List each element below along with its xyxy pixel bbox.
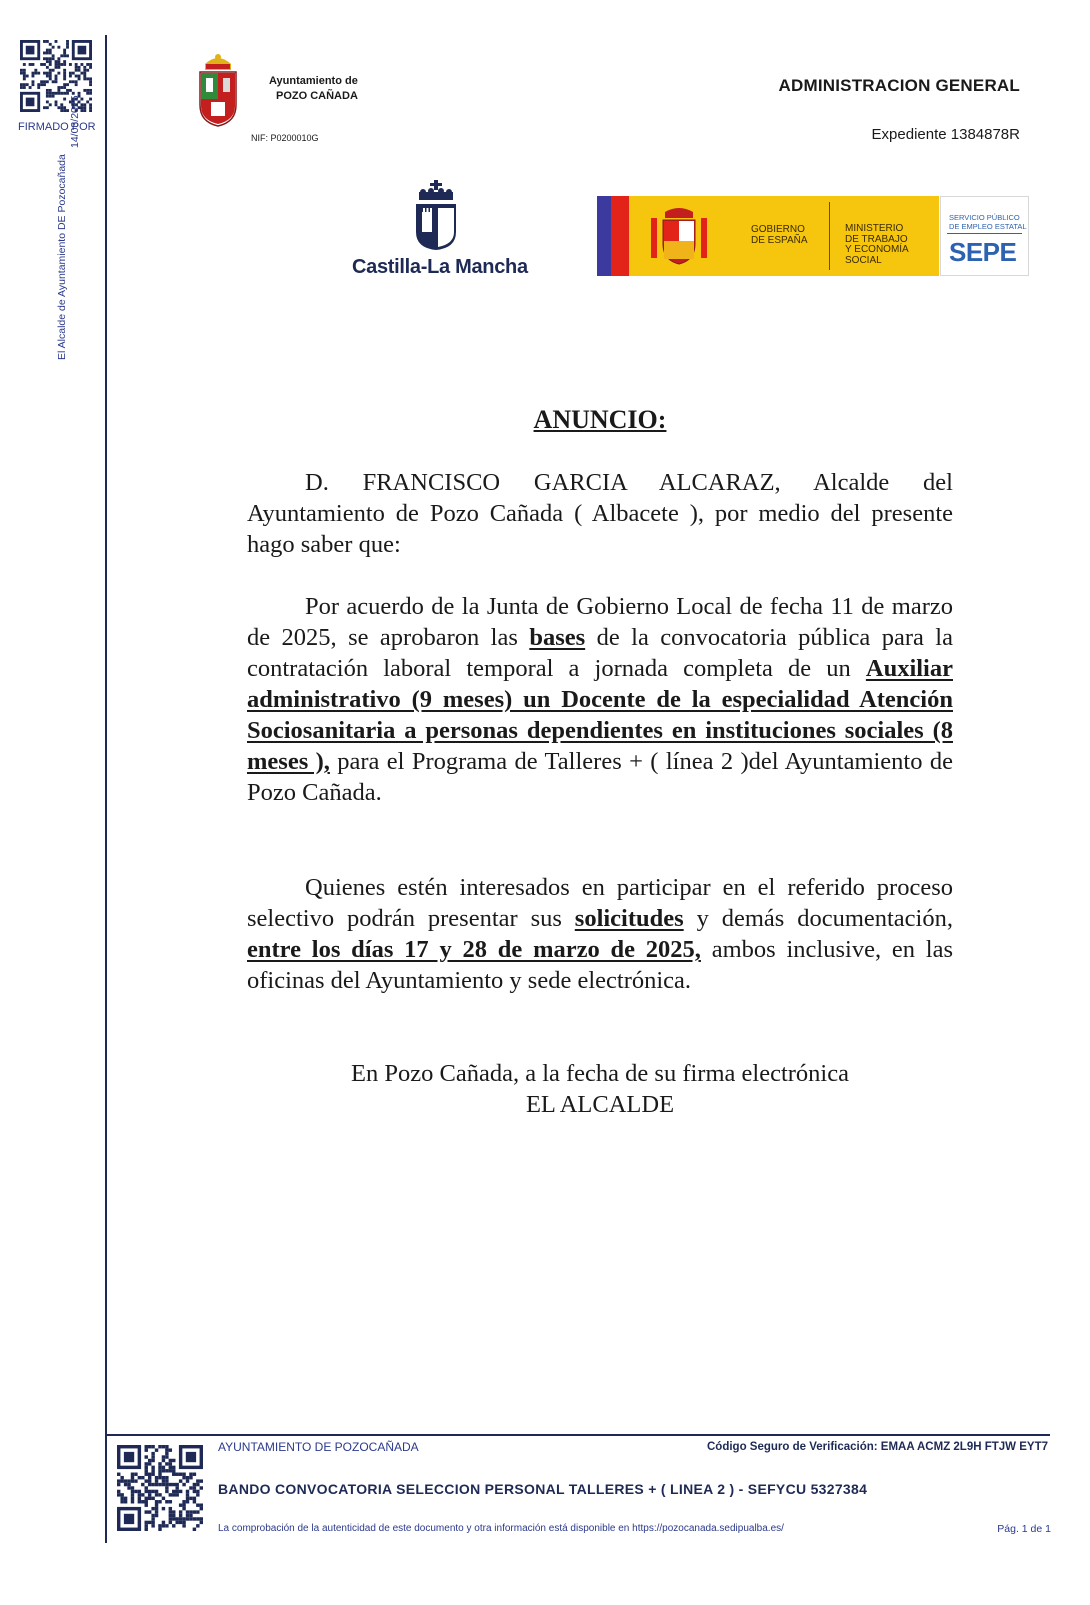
signer-name: El Alcalde de Ayuntamiento DE Pozocañada — [56, 154, 68, 360]
ministerio-line3: Y ECONOMÍA SOCIAL — [845, 244, 909, 266]
ministerio-text — [845, 224, 939, 266]
sepe-subtitle-line2: DE EMPLEO ESTATAL — [949, 222, 1027, 231]
footer-verification-note: La comprobación de la autenticidad de este documento y otra información está disponible en https://pozocanada.sedipualba.es/ — [218, 1523, 784, 1534]
gobierno-line1: GOBIERNO — [751, 224, 805, 235]
footer-organization: AYUNTAMIENTO DE POZOCAÑADA — [218, 1440, 419, 1454]
ministerio-line1: MINISTERIO — [845, 223, 904, 234]
spain-flag-strip — [611, 196, 629, 276]
verification-code: Código Seguro de Verificación: EMAA ACMZ 2L9H FTJW EYT7 — [707, 1441, 1048, 1453]
department-title: ADMINISTRACION GENERAL — [778, 76, 1020, 95]
castilla-la-mancha-emblem-icon — [413, 180, 459, 250]
agreement-text-c: para el Programa de Talleres + ( línea 2 )del Ayuntamiento de Pozo Cañada. — [247, 748, 953, 806]
ayuntamiento-name: POZO CAÑADA — [276, 90, 358, 102]
expediente-number: Expediente 1384878R — [871, 126, 1020, 143]
sepe-subtitle-line1: SERVICIO PÚBLICO — [949, 213, 1020, 222]
firmado-por-label: FIRMADO POR — [18, 121, 96, 133]
sepe-subtitle — [949, 213, 1027, 231]
gobierno-divider — [829, 202, 830, 270]
gobierno-espana-text — [751, 224, 808, 246]
vertical-signature-block — [56, 95, 82, 360]
paragraph-applications — [247, 872, 953, 996]
applications-text-a: Quienes estén interesados en participar en el referido proceso selectivo podrán presentar sus — [247, 874, 953, 932]
gobierno-line2: DE ESPAÑA — [751, 235, 808, 246]
sepe-divider — [947, 233, 1022, 234]
footer-document-title: BANDO CONVOCATORIA SELECCION PERSONAL TALLERES + ( LINEA 2 ) - SEFYCU 5327384 — [218, 1481, 868, 1497]
ministerio-line2: DE TRABAJO — [845, 233, 908, 245]
verification-qr-code — [117, 1445, 203, 1531]
applications-text-b: y demás documentación, — [683, 905, 953, 932]
pozo-canada-coat-of-arms-icon — [197, 50, 239, 128]
sepe-logo — [940, 196, 1029, 276]
bases-emphasis: bases — [529, 624, 586, 651]
deadline-emphasis: entre los días 17 y 28 de marzo de 2025, — [247, 936, 701, 963]
signature-date: 14/03/2025 — [69, 95, 81, 148]
gobierno-sepe-banner — [597, 196, 1029, 276]
agreement-text-a: Por acuerdo de la Junta de Gobierno Local de fecha 11 de marzo de 2025, se aprobaron las — [247, 593, 953, 651]
intro-text: D. FRANCISCO GARCIA ALCARAZ, Alcalde del Ayuntamiento de Pozo Cañada ( Albacete ), por medio del presente hago saber que: — [247, 469, 953, 558]
paragraph-agreement — [247, 591, 953, 808]
sepe-wordmark: SEPE — [949, 237, 1017, 267]
closing-place-date: En Pozo Cañada, a la fecha de su firma electrónica — [351, 1060, 849, 1087]
closing-signatory: EL ALCALDE — [525, 1091, 675, 1118]
applications-text-c: ambos inclusive, en las oficinas del Ayuntamiento y sede electrónica. — [247, 936, 953, 994]
eu-flag-strip — [597, 196, 611, 276]
footer-rule — [105, 1434, 1050, 1436]
gobierno-yellow-panel — [629, 196, 939, 276]
castilla-la-mancha-logo-text: Castilla-La Mancha — [352, 256, 528, 278]
page-number: Pág. 1 de 1 — [997, 1523, 1051, 1535]
agreement-text-b: de la convocatoria pública para la contratación laboral temporal a jornada completa de un — [247, 624, 953, 682]
solicitudes-emphasis: solicitudes — [574, 905, 684, 932]
left-margin-rule — [105, 35, 107, 1543]
positions-emphasis: Auxiliar administrativo (9 meses) un Docente de la especialidad Atención Sociosanitaria a personas dependientes en instituciones sociales (8 meses ), — [247, 655, 953, 775]
nif-number: NIF: P0200010G — [251, 133, 319, 143]
paragraph-intro — [247, 467, 953, 560]
spain-coat-of-arms-icon — [647, 206, 711, 266]
closing-block — [0, 1058, 1090, 1120]
ayuntamiento-label: Ayuntamiento de — [269, 75, 358, 87]
announcement-title: ANUNCIO: — [533, 405, 667, 434]
